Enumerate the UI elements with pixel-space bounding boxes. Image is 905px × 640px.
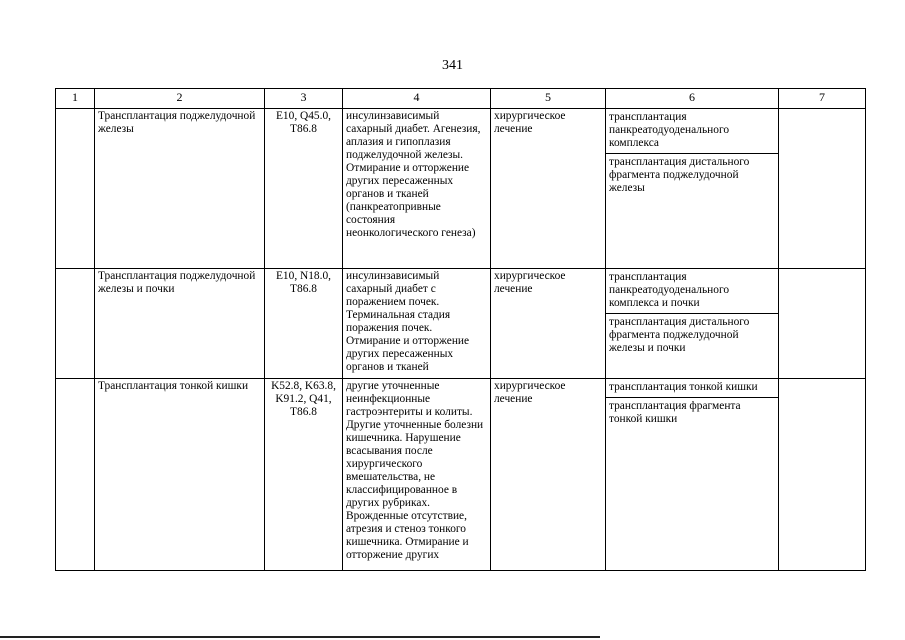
page-number: 341 (442, 58, 463, 73)
treatment-type: хирургическое лечение (491, 379, 606, 571)
row-cell-col1 (56, 269, 95, 379)
patient-model: инсулинзависимый сахарный диабет. Агенезия, аплазия и гипоплазия поджелудочной железы. Отмирание и отторжение других пересаженных органов и тканей (панкреатопривные состояния неонкологического генеза) (343, 109, 491, 269)
medical-procedures-table (55, 88, 865, 571)
row-cell-col7 (779, 109, 866, 269)
icd-codes: E10, Q45.0, T86.8 (265, 109, 343, 269)
header-col-1: 1 (56, 89, 95, 109)
header-col-3: 3 (265, 89, 343, 109)
header-row (56, 89, 866, 109)
icd-codes: K52.8, K63.8, K91.2, Q41, T86.8 (265, 379, 343, 571)
methods-cell (606, 269, 779, 379)
methods-cell (606, 379, 779, 571)
row-cell-col7 (779, 379, 866, 571)
table-row (56, 109, 866, 269)
procedure-name: Трансплантация тонкой кишки (95, 379, 265, 571)
row-cell-col1 (56, 379, 95, 571)
treatment-type: хирургическое лечение (491, 269, 606, 379)
header-col-5: 5 (491, 89, 606, 109)
header-col-4: 4 (343, 89, 491, 109)
row-cell-col1 (56, 109, 95, 269)
method-item: трансплантация дистального фрагмента поджелудочной железы (609, 156, 750, 194)
header-col-6: 6 (606, 89, 779, 109)
header-col-2: 2 (95, 89, 265, 109)
header-col-7: 7 (779, 89, 866, 109)
table-row (56, 269, 866, 379)
method-item: трансплантация фрагмента тонкой кишки (609, 400, 741, 425)
scan-edge-line (0, 636, 600, 638)
procedure-name: Трансплантация поджелудочной железы (95, 109, 265, 269)
method-item: трансплантация тонкой кишки (606, 379, 778, 398)
patient-model: другие уточненные неинфекционные гастроэнтериты и колиты. Другие уточненные болезни кишечника. Нарушение всасывания после хирургического вмешательства, не классифицированное в других рубриках. Врожденные отсутствие, атрезия и стеноз тонкого кишечника. Отмирание и отторжение других (343, 379, 491, 571)
methods-cell (606, 109, 779, 269)
row-cell-col7 (779, 269, 866, 379)
procedure-name: Трансплантация поджелудочной железы и почки (95, 269, 265, 379)
method-item: трансплантация дистального фрагмента поджелудочной железы и почки (609, 316, 750, 354)
table-row (56, 379, 866, 571)
icd-codes: E10, N18.0, T86.8 (265, 269, 343, 379)
method-item: трансплантация панкреатодуоденального комплекса и почки (606, 269, 778, 314)
patient-model: инсулинзависимый сахарный диабет с поражением почек. Терминальная стадия поражения почек. Отмирание и отторжение других пересаженных органов и тканей (343, 269, 491, 379)
treatment-type: хирургическое лечение (491, 109, 606, 269)
method-item: трансплантация панкреатодуоденального комплекса (606, 109, 778, 154)
